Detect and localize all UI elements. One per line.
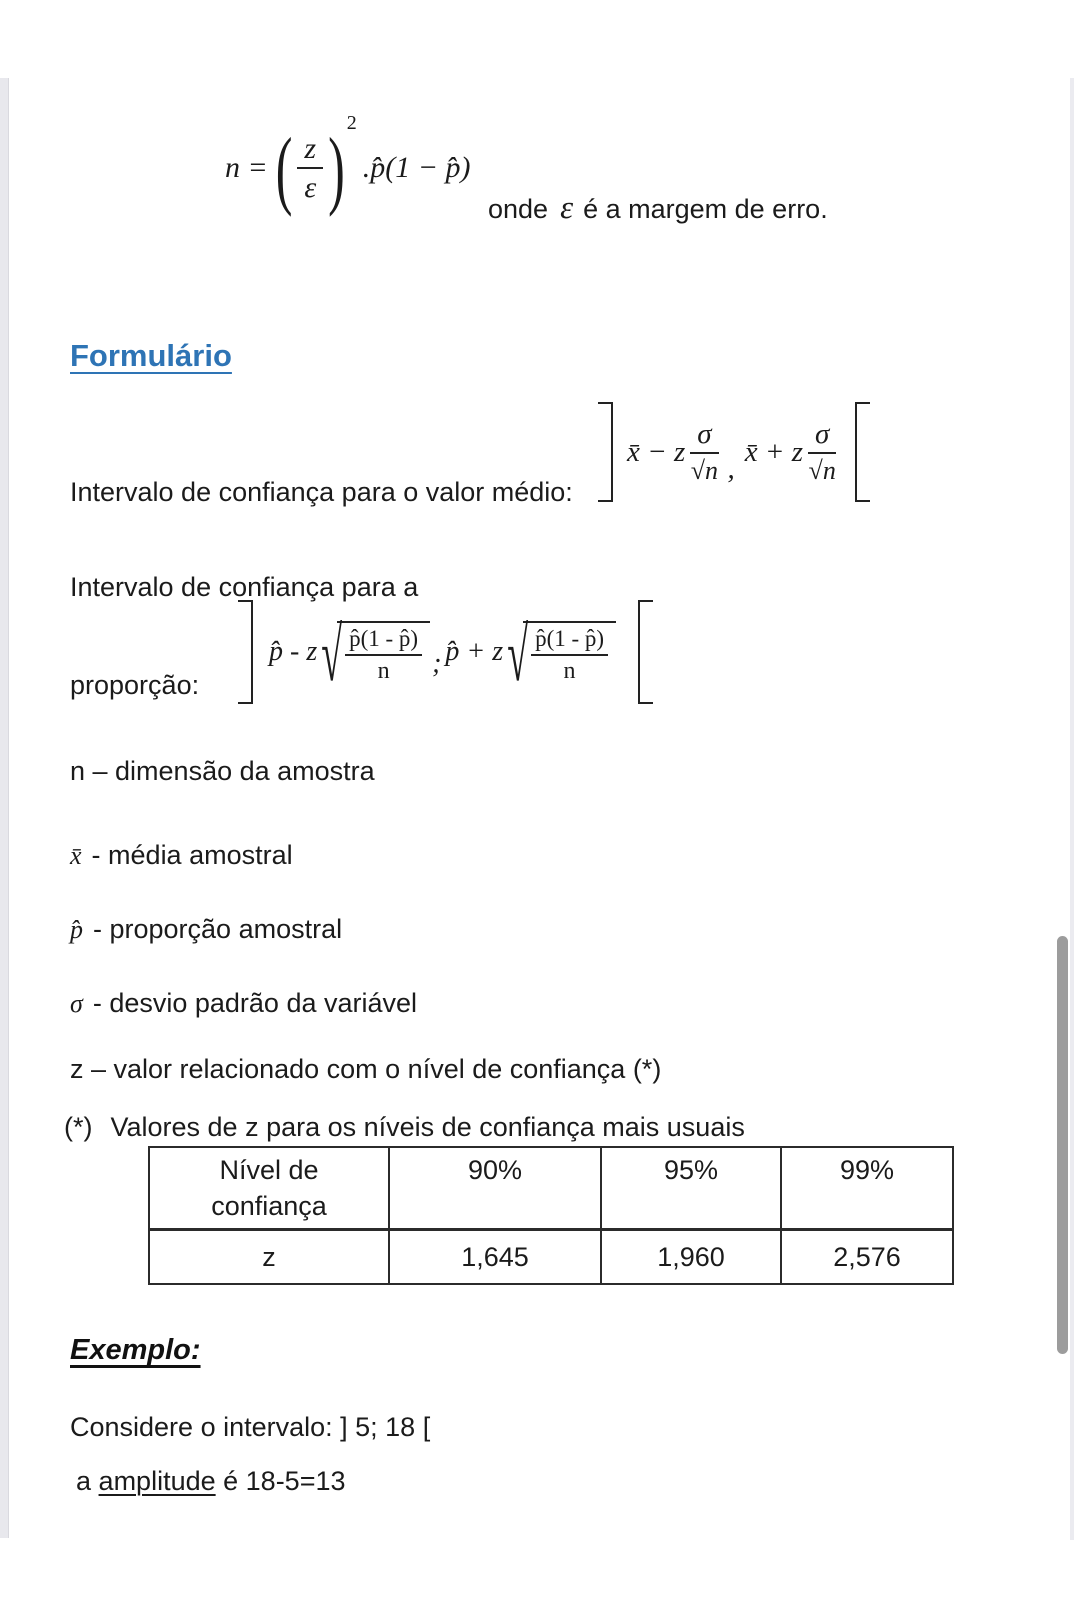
formula-lhs: n = <box>225 151 268 184</box>
value-cell-99: 2,576 <box>781 1230 953 1285</box>
sigma-over-sqrtn-fraction <box>690 420 718 484</box>
fraction-numerator: σ <box>808 420 836 454</box>
definition-z <box>70 1054 661 1085</box>
fraction-denominator: √n <box>690 456 719 485</box>
semicolon-separator: ; <box>432 648 442 679</box>
header-cell-nivel: Nível de confiança <box>149 1147 389 1230</box>
ci-mean-term2 <box>745 420 842 484</box>
interval-close-bracket <box>638 600 653 704</box>
radical-sign: √ <box>507 614 529 698</box>
page-left-edge <box>0 78 9 1538</box>
header-cell-95: 95% <box>601 1147 781 1230</box>
example-interval-line: Considere o intervalo: ] 5; 18 [ <box>70 1412 431 1442</box>
definition-xbar <box>70 840 293 871</box>
amplitude-prefix: a <box>76 1466 92 1496</box>
radicand-fraction <box>523 621 616 683</box>
prop-term2-text: p̂ + z <box>445 636 504 667</box>
interval-open-bracket <box>598 402 613 502</box>
amplitude-suffix: é 18-5=13 <box>223 1466 346 1496</box>
margin-of-error-note <box>488 192 828 225</box>
value-cell-90: 1,645 <box>389 1230 601 1285</box>
page-right-edge <box>1070 78 1074 1540</box>
exponent: 2 <box>346 112 357 134</box>
header-cell-90: 90% <box>389 1147 601 1230</box>
formulario-heading: Formulário <box>70 338 232 373</box>
example-amplitude-line <box>76 1466 346 1497</box>
table-value-row <box>149 1230 953 1285</box>
prop-term1-text: p̂ - z <box>269 636 318 667</box>
comma-separator: , <box>727 453 735 485</box>
header-cell-99: 99% <box>781 1147 953 1230</box>
definition-sigma-text: - desvio padrão da variável <box>92 988 418 1018</box>
radicand-fraction <box>337 621 430 683</box>
mean-term1-text: x̄ − z <box>627 435 686 468</box>
definition-sigma <box>70 988 417 1019</box>
amplitude-underlined-word: amplitude <box>98 1466 216 1496</box>
radical-sign: √ <box>321 614 343 698</box>
ci-mean-label: Intervalo de confiança para o valor médio: <box>70 477 573 507</box>
sigma-symbol: σ <box>70 989 83 1018</box>
radicand-numerator: p̂(1 - p̂) <box>531 626 608 656</box>
definition-xbar-text: - média amostral <box>91 840 293 870</box>
definition-n-text: n – dimensão da amostra <box>70 756 375 786</box>
fraction-numerator: z <box>297 134 323 169</box>
definition-z-text: z – valor relacionado com o nível de confiança (*) <box>70 1054 662 1084</box>
ci-mean-formula <box>598 402 870 502</box>
table-header-row <box>149 1147 953 1230</box>
value-cell-z: z <box>149 1230 389 1285</box>
interval-open-bracket <box>238 600 253 704</box>
definition-n <box>70 756 375 787</box>
phat-symbol: p̂ <box>70 915 83 944</box>
fraction-denominator: √n <box>808 456 836 485</box>
z-table-caption <box>64 1112 745 1143</box>
caption-star: (*) <box>64 1112 93 1142</box>
ci-prop-label-line1: Intervalo de confiança para a <box>70 572 419 602</box>
exemplo-heading: Exemplo: <box>70 1334 201 1366</box>
ci-prop-formula <box>238 600 653 704</box>
radicand-denominator: n <box>377 658 390 685</box>
fraction-denominator: ε <box>304 170 317 204</box>
ci-mean-term1 <box>627 420 724 484</box>
caption-text: Valores de z para os níveis de confiança mais usuais <box>110 1112 745 1142</box>
z-over-epsilon-fraction <box>297 131 323 204</box>
formula-tail: .p̂(1 − p̂) <box>362 151 471 184</box>
sigma-over-sqrtn-fraction <box>808 420 836 484</box>
interval-close-bracket <box>855 402 870 502</box>
ci-prop-label-line2: proporção: <box>70 670 200 700</box>
definition-phat <box>70 914 342 945</box>
z-values-table <box>148 1146 954 1285</box>
xbar-symbol: x̄ <box>70 841 82 870</box>
radicand-denominator: n <box>563 658 576 685</box>
mean-term2-text: x̄ + z <box>744 435 804 468</box>
definition-phat-text: - proporção amostral <box>93 914 343 944</box>
sample-size-formula <box>225 108 470 228</box>
open-paren-glyph: ( <box>275 119 293 217</box>
note-suffix: é a margem de erro. <box>583 194 828 224</box>
value-cell-95: 1,960 <box>601 1230 781 1285</box>
epsilon-symbol: ε <box>560 190 574 226</box>
note-prefix: onde <box>488 194 549 224</box>
close-paren-glyph: ) <box>328 119 345 217</box>
radicand-numerator: p̂(1 - p̂) <box>345 626 422 656</box>
scrollbar-thumb[interactable] <box>1057 936 1068 1354</box>
fraction-numerator: σ <box>690 420 718 454</box>
